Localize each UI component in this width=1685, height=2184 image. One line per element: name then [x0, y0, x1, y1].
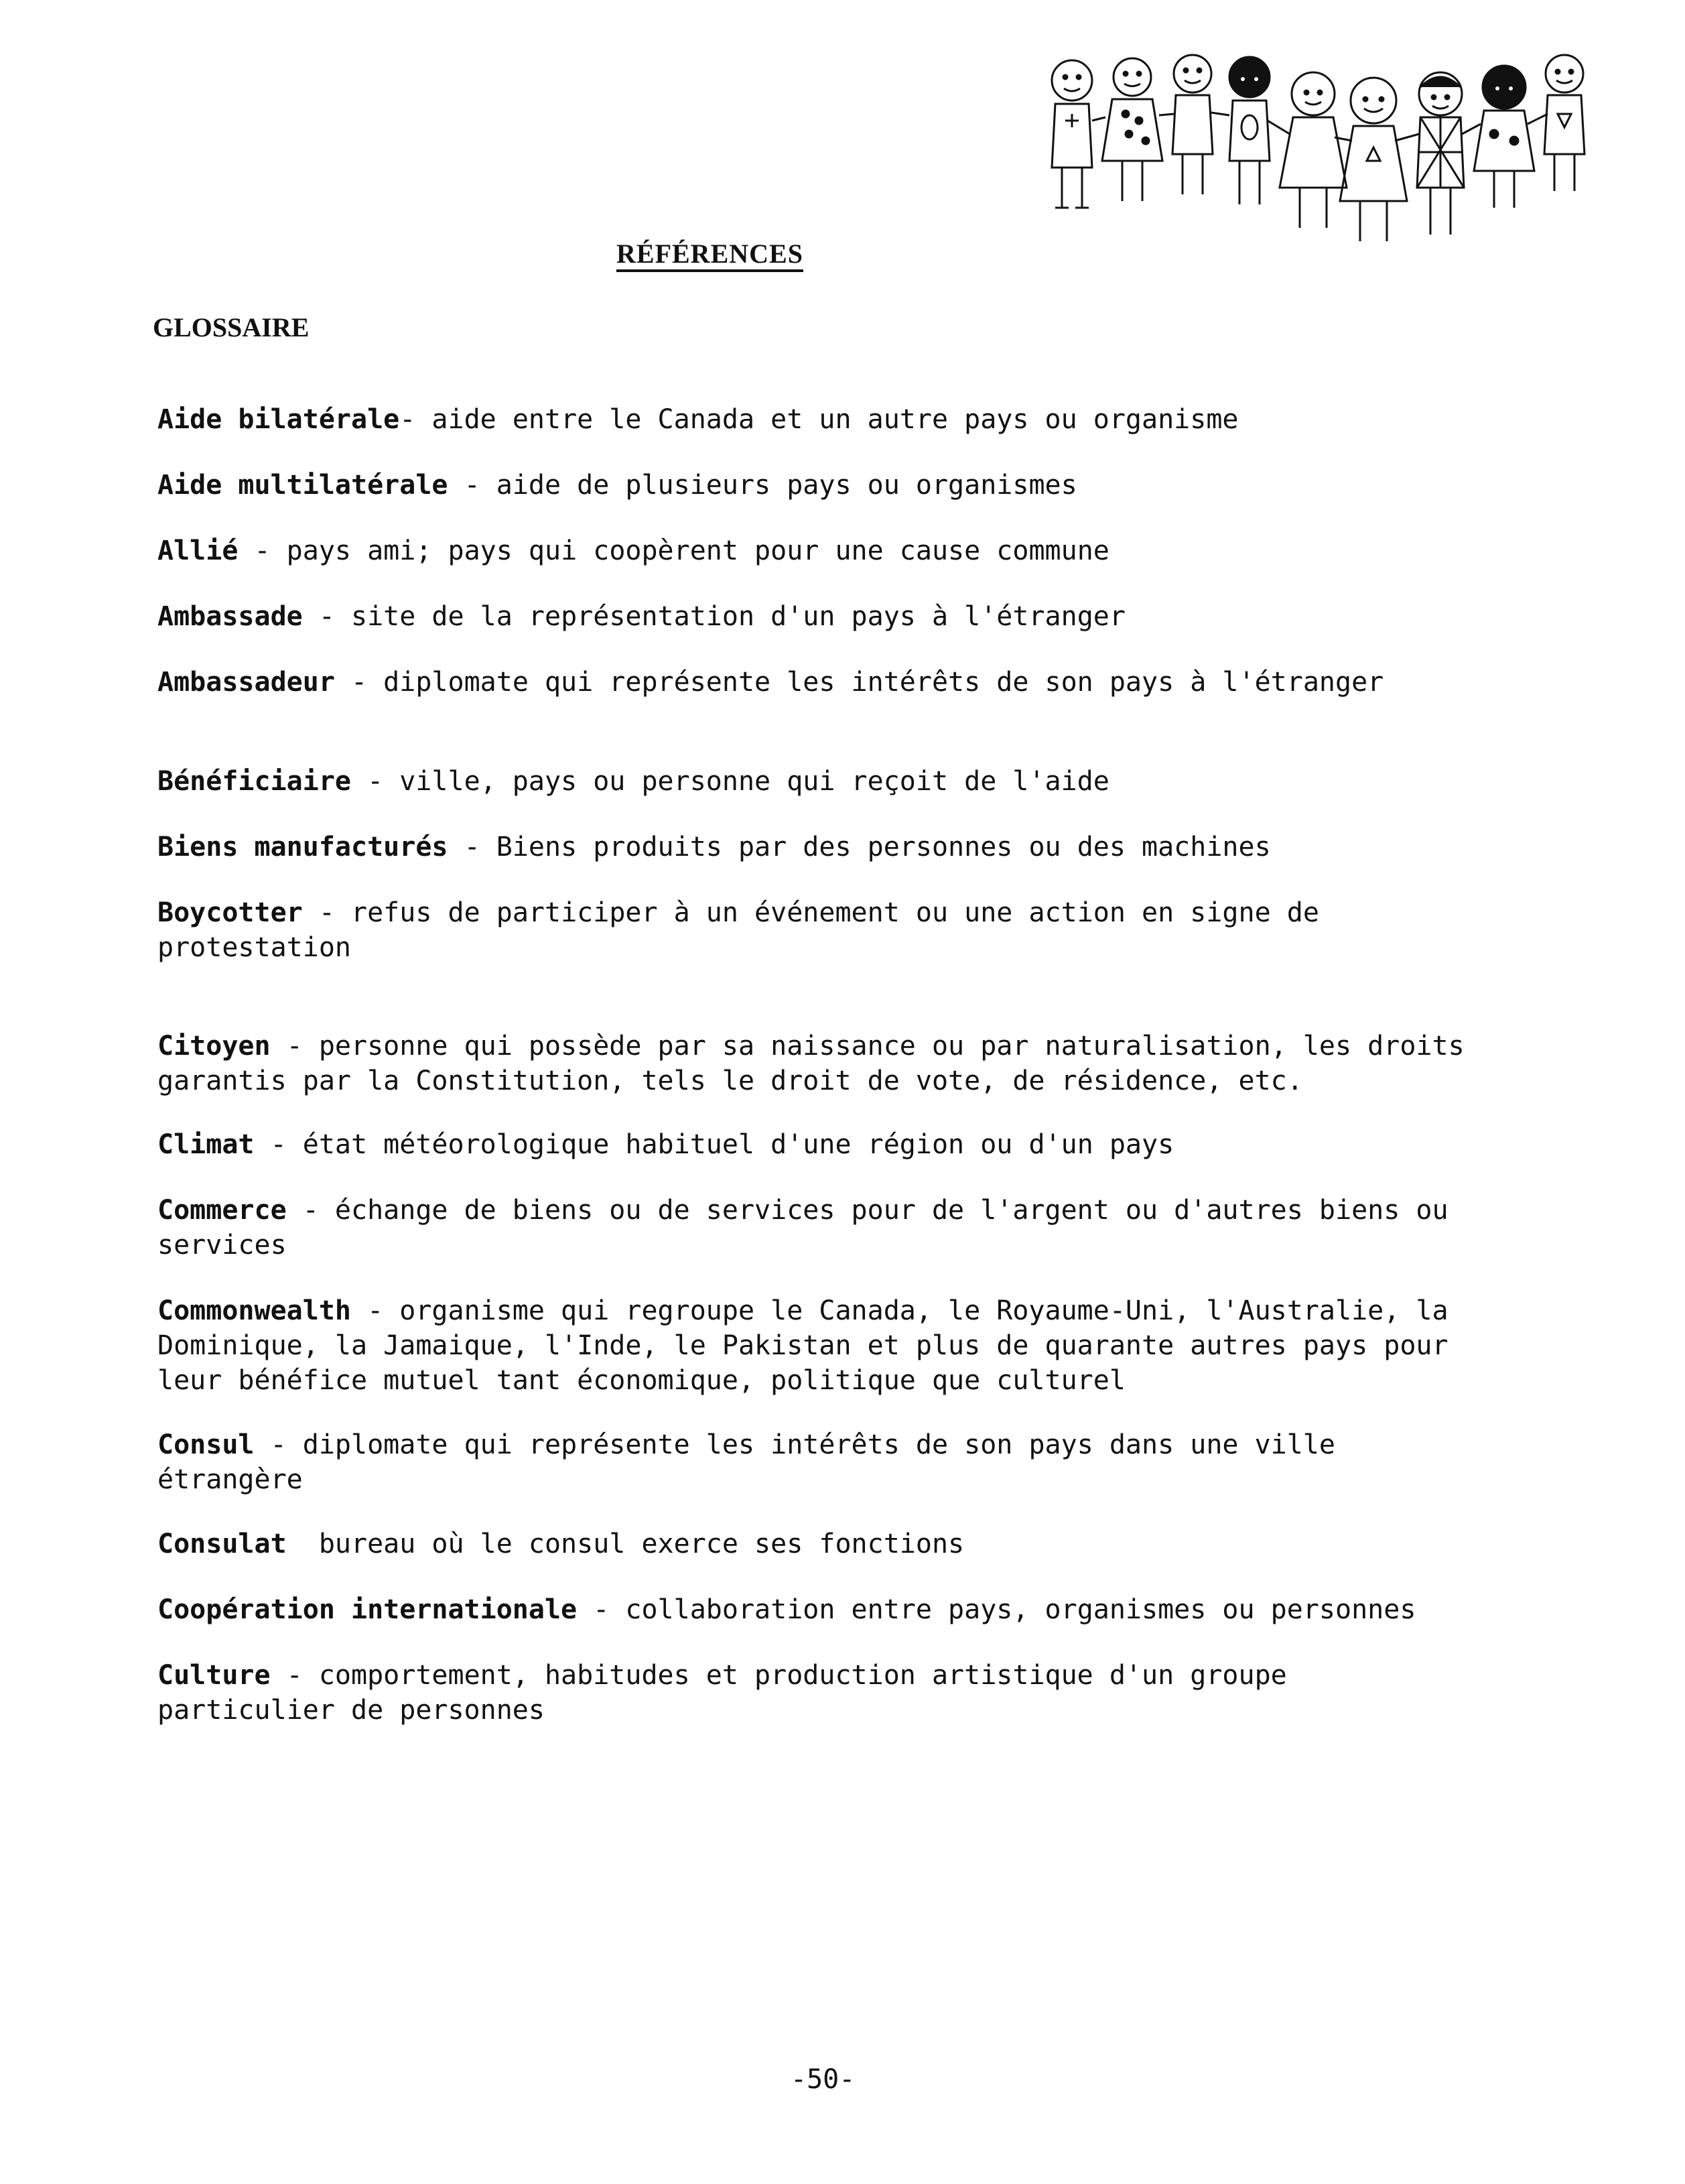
glossary-separator: -: [334, 667, 384, 698]
glossary-entry: [157, 764, 1109, 799]
glossary-separator: -: [577, 1594, 626, 1625]
glossary-definition: refus de participer à un événement ou une action en signe de protestation: [157, 897, 1319, 963]
glossary-separator: -: [350, 766, 400, 797]
glossary-definition: échange de biens ou de services pour de l'argent ou d'autres biens ou services: [157, 1195, 1448, 1261]
glossary-separator: -: [286, 1195, 335, 1226]
glossary-entry: [157, 1527, 964, 1561]
glossary-entry: [157, 830, 1271, 864]
glossary-term: Biens manufacturés: [157, 832, 448, 862]
glossary-separator: -: [350, 1295, 400, 1326]
section-heading: GLOSSAIRE: [153, 312, 310, 342]
glossary-term: Citoyen: [157, 1031, 271, 1062]
glossary-separator: -: [302, 601, 351, 632]
glossary-entry: [157, 468, 1077, 503]
glossary-entry: [157, 1658, 1404, 1728]
glossary-definition: bureau où le consul exerce ses fonctions: [318, 1529, 965, 1559]
glossary-entry: [157, 402, 1239, 437]
glossary-definition: pays ami; pays qui coopèrent pour une cause commune: [286, 535, 1109, 566]
glossary-separator: -: [399, 404, 432, 435]
glossary-separator: -: [448, 832, 496, 862]
children-holding-hands-icon: [1025, 40, 1615, 261]
glossary-entry: [157, 1592, 1416, 1627]
glossary-term: Aide bilatérale: [157, 404, 400, 435]
glossary-definition: collaboration entre pays, organismes ou personnes: [625, 1594, 1416, 1625]
glossary-entry: [157, 895, 1404, 965]
glossary-separator: -: [448, 470, 496, 501]
glossary-separator: -: [302, 897, 351, 928]
glossary-entry: [157, 1127, 1174, 1162]
glossary-entry: [157, 599, 1126, 634]
glossary-separator: [287, 1529, 319, 1559]
glossary-term: Climat: [157, 1129, 255, 1160]
glossary-definition: Biens produits par des personnes ou des machines: [496, 832, 1271, 862]
glossary-term: Commerce: [157, 1195, 287, 1226]
glossary-definition: site de la représentation d'un pays à l'étranger: [351, 601, 1126, 632]
glossary-term: Consulat: [157, 1529, 287, 1559]
glossary-definition: aide de plusieurs pays ou organismes: [496, 470, 1077, 501]
glossary-term: Coopération internationale: [157, 1594, 578, 1625]
glossary-separator: -: [254, 1429, 303, 1460]
glossary-definition: personne qui possède par sa naissance ou par naturalisation, les droits garantis par la Constitution, tels le droit de vote, de résidence, etc.: [157, 1031, 1465, 1096]
glossary-entry: [157, 665, 1384, 700]
glossary-entry: [157, 1293, 1484, 1398]
glossary-term: Commonwealth: [157, 1295, 351, 1326]
glossary-definition: diplomate qui représente les intérêts de son pays dans une ville étrangère: [157, 1429, 1335, 1495]
glossary-separator: -: [270, 1660, 319, 1691]
glossary-definition: état météorologique habituel d'une région ou d'un pays: [302, 1129, 1174, 1160]
glossary-term: Ambassade: [157, 601, 303, 632]
page-title: RÉFÉRENCES: [616, 239, 803, 269]
glossary-entry: [157, 1193, 1484, 1263]
glossary-term: Ambassadeur: [157, 667, 335, 698]
glossary-definition: diplomate qui représente les intérêts de son pays à l'étranger: [383, 667, 1384, 698]
glossary-entry: [157, 533, 1109, 568]
glossary-term: Boycotter: [157, 897, 303, 928]
glossary-term: Aide multilatérale: [157, 470, 448, 501]
glossary-definition: ville, pays ou personne qui reçoit de l'aide: [399, 766, 1109, 797]
page-number: -50-: [791, 2064, 856, 2095]
glossary-term: Allié: [157, 535, 239, 566]
glossary-definition: organisme qui regroupe le Canada, le Royaume-Uni, l'Australie, la Dominique, la Jamaique, l'Inde, le Pakistan et plus de quarante autres pays pour leur bénéfice mutuel tant économique, politique que culturel: [157, 1295, 1448, 1396]
glossary-separator: -: [254, 1129, 303, 1160]
glossary-term: Culture: [157, 1660, 271, 1691]
glossary-term: Consul: [157, 1429, 255, 1460]
glossary-definition: comportement, habitudes et production artistique d'un groupe particulier de personnes: [157, 1660, 1287, 1726]
glossary-definition: aide entre le Canada et un autre pays ou organisme: [431, 404, 1239, 435]
glossary-entry: [157, 1029, 1484, 1098]
glossary-term: Bénéficiaire: [157, 766, 351, 797]
glossary-entry: [157, 1427, 1404, 1497]
glossary-separator: -: [238, 535, 287, 566]
glossary-separator: -: [270, 1031, 319, 1062]
